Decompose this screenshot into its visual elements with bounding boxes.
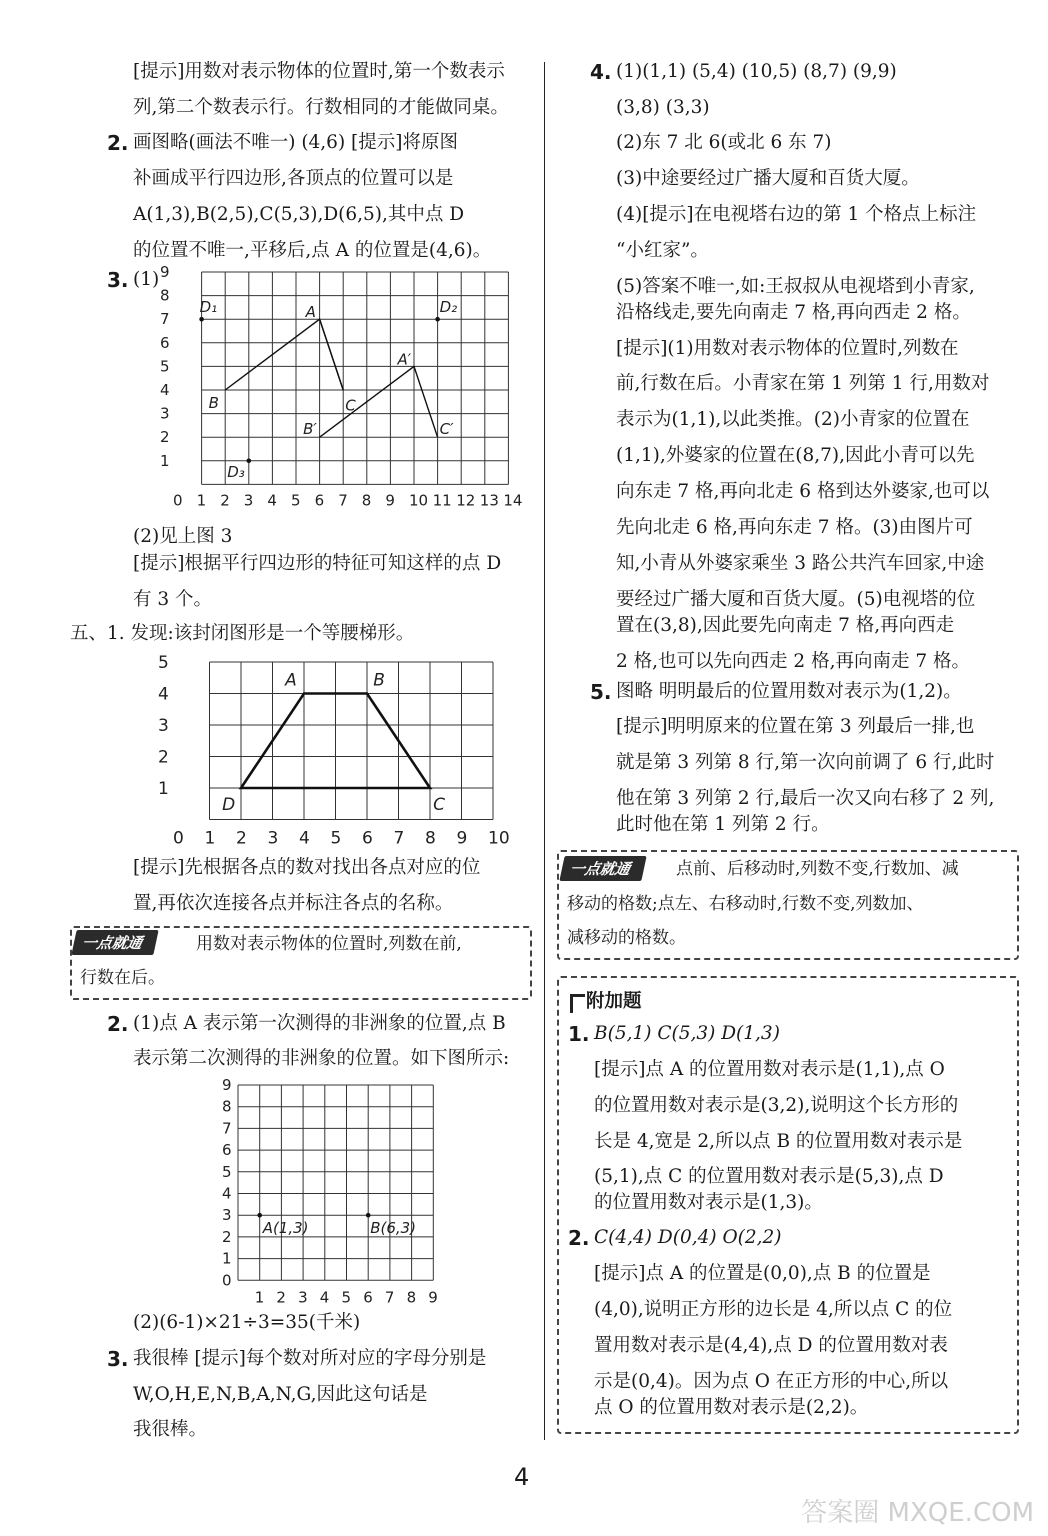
point-marker [366,1213,371,1218]
hint-line: 此时他在第 1 列第 2 行。 [616,814,830,835]
column-divider [544,62,545,1440]
hint-line: [提示](1)用数对表示物体的位置时,列数在 [616,338,959,359]
tip-text: 行数在后。 [80,968,165,988]
y-tick-label: 2 [222,1227,232,1246]
y-tick-label: 8 [160,286,170,305]
shape-translated [320,366,438,437]
answer-line: (3,8) (3,3) [616,97,710,118]
x-tick-label: 3 [243,491,254,510]
x-tick-label: 0 [173,828,184,849]
x-tick-label: 5 [330,828,342,849]
x-tick-label: 11 [432,491,452,510]
tip-tag: 一点就通 [559,856,646,881]
x-tick-label: 1 [204,828,216,849]
answer-line: (1)点 A 表示第一次测得的非洲象的位置,点 B [133,1013,506,1034]
x-tick-label: 4 [267,491,277,510]
point-marker [435,317,440,322]
x-tick-label: 7 [338,491,348,510]
point-label-A: A [305,303,316,322]
section-heading: 五、1. 发现:该封闭图形是一个等腰梯形。 [70,623,415,644]
point-label-C-prime: C′ [439,420,454,439]
trapezoid-grid [150,650,520,850]
answer-line: 画图略(画法不唯一) (4,6) [提示]将原图 [133,132,458,153]
x-tick-label: 5 [341,1288,352,1305]
x-tick-label: 14 [503,491,523,510]
y-tick-label: 3 [222,1206,232,1225]
hint-line: [提示]用数对表示物体的位置时,第一个数表示 [133,61,505,82]
answer-line: (1)(1,1) (5,4) (10,5) (8,7) (9,9) [616,61,897,82]
x-tick-label: 2 [220,491,230,510]
watermark: 答案圈 MXQE.COM [801,1498,1034,1528]
x-tick-label: 3 [298,1288,308,1305]
y-tick-label: 1 [160,451,170,470]
hint-line: 示是(0,4)。因为点 O 在正方形的中心,所以 [594,1371,949,1392]
question-number: 3. [107,268,129,292]
hint-line: 的位置用数对表示是(1,3)。 [594,1192,823,1213]
x-tick-label: 8 [361,491,372,510]
point-label-D2: D₂ [439,298,458,317]
y-tick-label: 3 [158,716,169,736]
x-tick-label: 7 [384,1288,395,1305]
x-tick-label: 10 [409,491,429,510]
y-tick-label: 4 [160,381,170,399]
answer-line: 表示第二次测得的非洲象的位置。如下图所示: [133,1048,510,1069]
x-tick-label: 6 [314,491,325,510]
hint-line: 先向北走 6 格,再向东走 7 格。(3)由图片可 [616,517,973,538]
point-label-B: B [373,670,385,691]
y-tick-label: 2 [158,747,169,768]
answer-line: 的位置不唯一,平移后,点 A 的位置是(4,6)。 [133,240,492,261]
x-tick-label: 6 [363,1288,373,1305]
question-number: 5. [590,680,612,704]
answer-line: B(5,1) C(5,3) D(1,3) [594,1023,780,1044]
x-tick-label: 1 [254,1288,265,1305]
answer-line: A(1,3),B(2,5),C(5,3),D(6,5),其中点 D [133,204,465,225]
answer-line: 补画成平行四边形,各顶点的位置可以是 [133,168,454,189]
question-number: 4. [590,60,612,84]
y-tick-label: 4 [222,1184,232,1203]
point-marker [199,317,204,322]
elephant-grid [218,1077,448,1305]
hint-line: (1,1),外婆家的位置在(8,7),因此小青可以先 [616,445,975,466]
tip-text: 点前、后移动时,列数不变,行数加、减 [676,859,959,879]
answer-line: C(4,4) D(0,4) O(2,2) [594,1227,782,1248]
hint-line: (5,1),点 C 的位置用数对表示是(5,3),点 D [594,1166,944,1187]
answer-line: (2)(6-1)×21÷3=35(千米) [133,1312,361,1333]
answer-line: 我很棒。 [133,1419,208,1440]
tip-tag: 一点就通 [71,930,158,955]
question-number: 2. [107,1012,129,1036]
point-marker [257,1213,262,1218]
hint-line: (4,0),说明正方形的边长是 4,所以点 C 的位 [594,1299,953,1320]
hint-line: 置在(3,8),因此要先向南走 7 格,再向西走 [616,615,955,636]
x-tick-label: 1 [196,491,207,510]
x-tick-label: 0 [173,491,183,510]
sub-label: (1) [133,269,160,290]
answer-line: (2)东 7 北 6(或北 6 东 7) [616,132,832,153]
answer-line: (4)[提示]在电视塔右边的第 1 个格点上标注 [616,204,977,225]
x-tick-label: 9 [456,828,468,849]
x-tick-label: 8 [406,1288,417,1305]
hint-line: [提示]明明原来的位置在第 3 列最后一排,也 [616,716,975,737]
hint-line: 前,行数在后。小青家在第 1 列第 1 行,用数对 [616,373,990,394]
y-tick-label: 9 [222,1077,232,1094]
point-label-D3: D₃ [227,462,245,481]
y-tick-label: 7 [160,310,170,329]
hint-line: [提示]点 A 的位置用数对表示是(1,1),点 O [594,1059,945,1080]
point-label-B: B(6,3) [370,1219,417,1238]
extra-title: 附加题 [586,991,642,1012]
hint-line: 点 O 的位置用数对表示是(2,2)。 [594,1397,869,1418]
point-label-D: D [222,795,236,815]
point-label-C: C [433,795,446,815]
x-tick-label: 12 [456,491,476,510]
shape-original [225,319,343,390]
y-tick-label: 1 [158,779,169,799]
hint-line: 长是 4,宽是 2,所以点 B 的位置用数对表示是 [594,1131,963,1152]
hint-line: 有 3 个。 [133,589,213,610]
tip-text: 减移动的格数。 [567,928,686,948]
hint-line: [提示]根据平行四边形的特征可知这样的点 D [133,553,502,574]
y-tick-label: 9 [160,263,170,281]
x-tick-label: 7 [393,828,405,849]
point-marker [247,459,252,464]
y-tick-label: 5 [158,653,169,673]
y-tick-label: 5 [160,357,170,376]
point-label-A: A(1,3) [262,1219,309,1238]
x-tick-label: 3 [267,828,279,849]
y-tick-label: 8 [222,1097,232,1116]
x-tick-label: 6 [362,828,373,849]
x-tick-label: 13 [479,491,499,510]
x-tick-label: 9 [428,1288,438,1305]
hint-line: 要经过广播大厦和百货大厦。(5)电视塔的位 [616,589,976,610]
x-tick-label: 9 [385,491,395,510]
answer-line: 我很棒 [提示]每个数对所对应的字母分别是 [133,1348,487,1369]
y-tick-label: 1 [222,1249,232,1268]
hint-line: 就是第 3 列第 8 行,第一次向前调了 6 行,此时 [616,752,995,773]
page-number: 4 [514,1463,530,1491]
point-label-A-prime: A′ [397,350,412,369]
hint-line: 向东走 7 格,再向北走 6 格到达外婆家,也可以 [616,481,990,502]
x-tick-label: 4 [299,828,310,849]
answer-line: (2)见上图 3 [133,526,233,547]
x-tick-label: 8 [425,828,436,849]
answer-line: “小红家”。 [616,240,709,261]
y-tick-label: 6 [160,333,170,352]
answer-line: 沿格线走,要先向南走 7 格,再向西走 2 格。 [616,302,971,323]
question-number: 3. [107,1347,129,1371]
shape-edge [320,319,344,390]
x-tick-label: 10 [488,828,510,849]
x-tick-label: 2 [276,1288,286,1305]
point-label-B-prime: B′ [303,420,317,439]
y-tick-label: 7 [222,1119,232,1138]
parallelogram-grid [150,262,535,512]
hint-line: 表示为(1,1),以此类推。(2)小青家的位置在 [616,409,970,430]
answer-line: (3)中途要经过广播大厦和百货大厦。 [616,168,920,189]
y-tick-label: 6 [222,1141,232,1160]
bookmark-icon [570,994,585,1013]
hint-line: 置,再依次连接各点并标注各点的名称。 [133,893,454,914]
x-tick-label: 2 [236,828,247,849]
hint-line: 2 格,也可以先向西走 2 格,再向南走 7 格。 [616,651,970,672]
hint-line: 列,第二个数表示行。行数相同的才能做同桌。 [133,97,509,118]
y-tick-label: 0 [222,1271,232,1290]
tip-text: 移动的格数;点左、右移动时,行数不变,列数加、 [567,894,924,914]
x-tick-label: 5 [291,491,301,510]
hint-line: 他在第 3 列第 2 行,最后一次又向右移了 2 列, [616,788,995,809]
point-label-C: C [345,396,356,415]
hint-line: 知,小青从外婆家乘坐 3 路公共汽车回家,中途 [616,553,985,574]
question-number: 2. [568,1226,590,1250]
answer-line: (5)答案不唯一,如:王叔叔从电视塔到小青家, [616,276,975,297]
answer-line: W,O,H,E,N,B,A,N,G,因此这句话是 [133,1384,428,1405]
point-label-B: B [208,394,219,412]
tip-text: 用数对表示物体的位置时,列数在前, [196,934,462,954]
y-tick-label: 2 [160,428,170,447]
answer-line: 图略 明明最后的位置用数对表示为(1,2)。 [616,681,962,702]
question-number: 2. [107,131,129,155]
y-tick-label: 3 [160,404,170,423]
y-tick-label: 4 [158,684,169,705]
hint-line: [提示]点 A 的位置是(0,0),点 B 的位置是 [594,1263,931,1284]
question-number: 1. [568,1022,590,1046]
y-tick-label: 5 [222,1162,232,1181]
x-tick-label: 4 [319,1288,330,1305]
hint-line: [提示]先根据各点的数对找出各点对应的位 [133,857,481,878]
hint-line: 置用数对表示是(4,4),点 D 的位置用数对表 [594,1335,948,1356]
hint-line: 的位置用数对表示是(3,2),说明这个长方形的 [594,1095,959,1116]
point-label-D1: D₁ [199,298,218,317]
point-label-A: A [285,670,297,691]
